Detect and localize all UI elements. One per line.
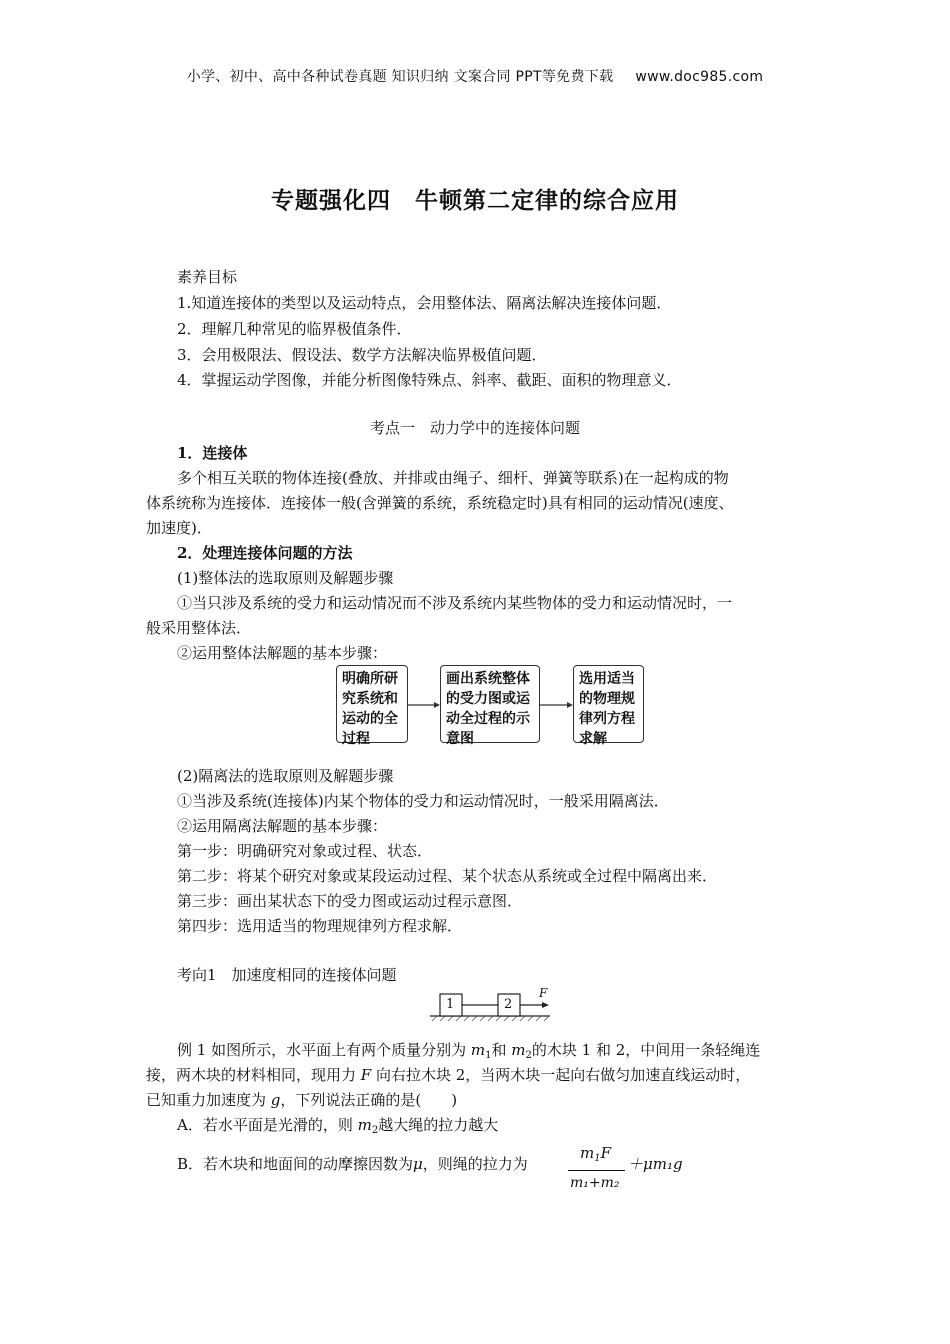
flow-text: 画出系统整体 <box>446 671 530 687</box>
goal-item: 4．掌握运动学图像，并能分析图像特殊点、斜率、截距、面积的物理意义． <box>177 371 682 389</box>
para-line: ②运用整体法解题的基本步骤： <box>177 644 388 662</box>
step-line: 第二步：将某个研究对象或某段运动过程、某个状态从系统或全过程中隔离出来． <box>177 867 718 885</box>
subheading-1: 1．连接体 <box>177 444 248 462</box>
option-b: B．若木块和地面间的动摩擦因数为μ，则绳的拉力为 <box>177 1155 528 1173</box>
option-b-tail: ＋μm₁g <box>628 1155 683 1173</box>
goal-item: 2．理解几种常见的临界极值条件． <box>177 320 412 338</box>
block-2-label: 2 <box>504 997 513 1012</box>
goal-item: 3．会用极限法、假设法、数学方法解决临界极值问题． <box>177 346 547 364</box>
flow-text: 的受力图或运 <box>446 691 530 707</box>
block-1-label: 1 <box>446 997 455 1012</box>
flow-text: 明确所研 <box>342 671 398 687</box>
arrow-1-head <box>434 702 440 708</box>
subheading-2: 2．处理连接体问题的方法 <box>177 544 353 562</box>
arrow-2-head <box>567 702 573 708</box>
flow-step-3 <box>573 665 644 747</box>
flow-arrows <box>408 695 574 715</box>
flow-text: 选用适当 <box>579 671 635 687</box>
flow-text: 求解 <box>579 731 607 747</box>
para-line: 般采用整体法． <box>146 619 252 637</box>
flow-text: 意图 <box>446 731 474 747</box>
flow-text: 动全过程的示 <box>446 711 530 727</box>
flow-text: 过程 <box>342 731 370 747</box>
direction-heading: 考向1 加速度相同的连接体问题 <box>177 966 397 984</box>
header-text: 小学、初中、高中各种试卷真题 知识归纳 文案合同 PPT等免费下载 <box>186 69 614 85</box>
force-label: F <box>539 986 548 1000</box>
option-a: A．若水平面是光滑的，则 $m_2$越大绳的拉力越大 <box>177 1116 499 1136</box>
flow-text: 运动的全 <box>342 711 398 727</box>
para-line: 多个相互关联的物体连接(叠放、并排或由绳子、细杆、弹簧等联系)在一起构成的物 <box>177 469 729 487</box>
para-line: ②运用隔离法解题的基本步骤： <box>177 817 388 835</box>
ground-hatch <box>432 1016 549 1021</box>
goals-heading: 素养目标 <box>177 268 238 286</box>
goal-item: 1.知道连接体的类型以及运动特点，会用整体法、隔离法解决连接体问题． <box>177 294 672 312</box>
whole-heading: (1)整体法的选取原则及解题步骤 <box>177 569 394 587</box>
page-title: 专题强化四 牛顿第二定律的综合应用 <box>271 187 679 214</box>
example-line-2: 接，两木块的材料相同，现用力 F 向右拉木块 2，当两木块一起向右做匀加速直线运动时， <box>146 1066 751 1084</box>
example-line-1: 例 1 如图所示，水平面上有两个质量分别为 $m_1$和 $m_2$的木块 1 和 2，中间用一条轻绳连 <box>177 1041 761 1061</box>
example-line-3: 已知重力加速度为 g，下列说法正确的是( ) <box>146 1091 458 1109</box>
step-line: 第三步：画出某状态下的受力图或运动过程示意图． <box>177 892 523 910</box>
para-line: ①当只涉及系统的受力和运动情况而不涉及系统内某些物体的受力和运动情况时，一 <box>177 594 733 612</box>
section-heading: 考点一 动力学中的连接体问题 <box>369 419 580 437</box>
fraction-numerator: $m_1F$ <box>580 1144 612 1164</box>
para-line: ①当涉及系统(连接体)内某个物体的受力和运动情况时，一般采用隔离法． <box>177 792 669 810</box>
force-arrow-head <box>542 1002 549 1008</box>
fraction-bar <box>568 1170 625 1171</box>
flow-text: 律列方程 <box>579 711 635 727</box>
flow-text: 究系统和 <box>342 691 398 707</box>
step-line: 第一步：明确研究对象或过程、状态． <box>177 842 433 860</box>
iso-heading: (2)隔离法的选取原则及解题步骤 <box>177 767 394 785</box>
page-header <box>0 66 950 86</box>
header-site[interactable]: www.doc985.com <box>635 69 764 85</box>
para-line: 体系统称为连接体．连接体一般(含弹簧的系统，系统稳定时)具有相同的运动情况(速度、 <box>146 494 734 512</box>
flow-step-1 <box>336 665 408 747</box>
fraction-denominator: m₁+m₂ <box>570 1175 620 1191</box>
para-line: 加速度)． <box>146 519 212 537</box>
step-line: 第四步：选用适当的物理规律列方程求解． <box>177 917 463 935</box>
flow-text: 的物理规 <box>579 691 635 707</box>
